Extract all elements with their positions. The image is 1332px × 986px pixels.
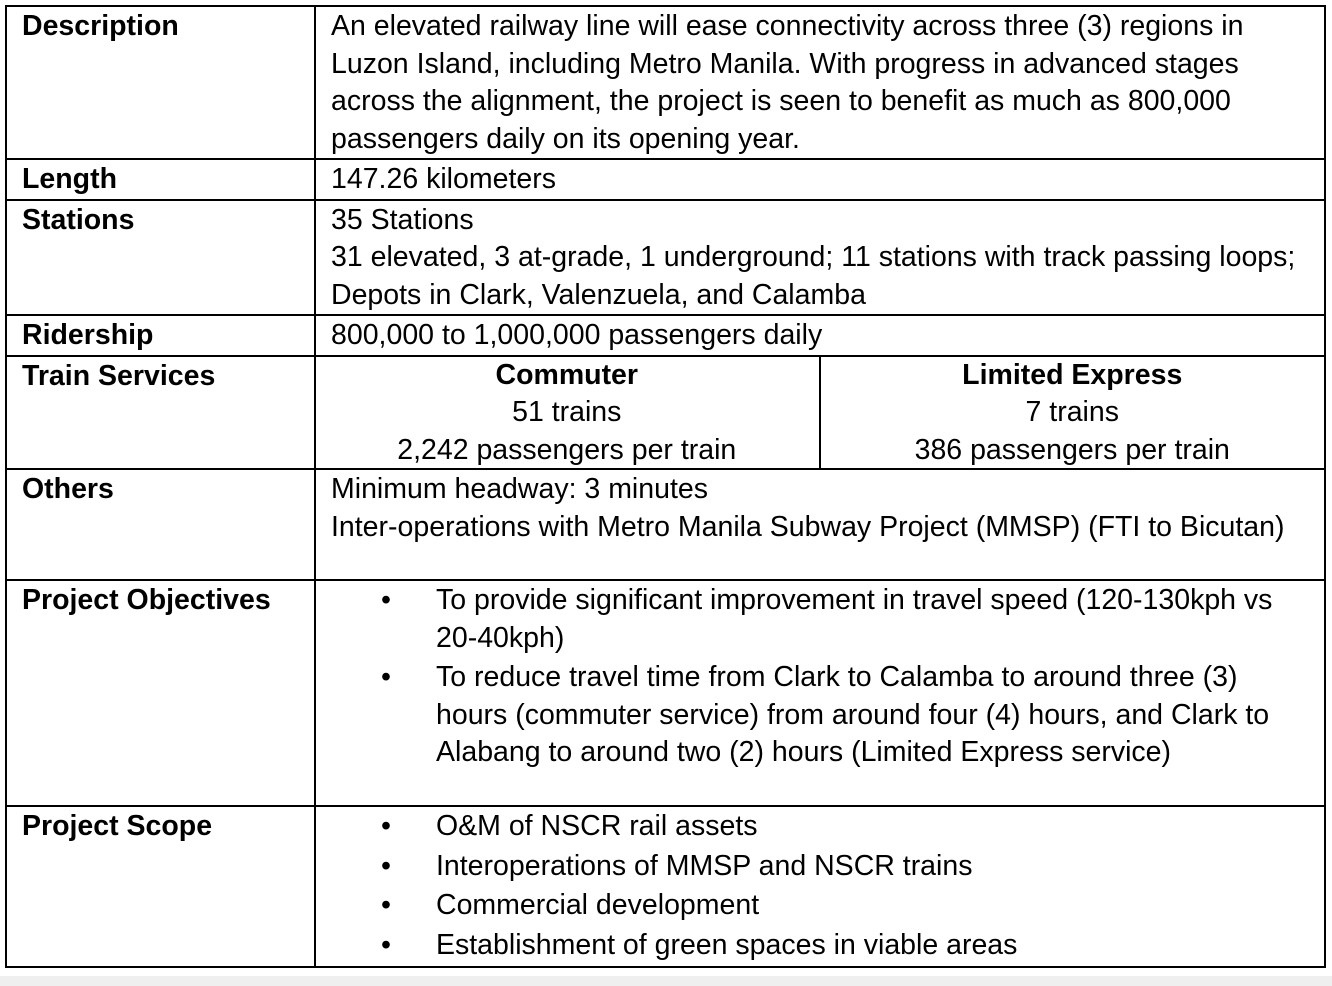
bullet-icon: • (381, 849, 391, 882)
scope-text: O&M of NSCR rail assets (436, 810, 758, 842)
list-item (331, 582, 1314, 657)
scope-list (331, 808, 1314, 964)
list-item (331, 887, 1314, 925)
bullet-icon: • (381, 661, 391, 693)
train-services-subtable (315, 357, 1324, 470)
row-label-project-objectives: Project Objectives (6, 580, 315, 806)
description-text: An elevated railway line will ease connectivity across three (3) regions in Luzon Island, including Metro Manila. With progress in advanced stages across the alignment, the project is seen to benefit as much as 800,000 passengers daily on its opening year. (315, 6, 1325, 159)
stations-cell (315, 200, 1325, 316)
row-label-description: Description (6, 6, 315, 159)
objective-text: To provide significant improvement in travel speed (120-130kph vs 20-40kph) (436, 584, 1273, 654)
service-trains: 7 trains (1025, 396, 1119, 428)
row-stations (6, 200, 1325, 316)
service-capacity: 2,242 passengers per train (397, 433, 737, 466)
row-others (6, 469, 1325, 580)
train-services-cell (315, 356, 1325, 470)
others-interoperations: Inter-operations with Metro Manila Subway Project (MMSP) (FTI to Bicutan) (331, 510, 1285, 543)
row-project-scope (6, 806, 1325, 967)
scope-text: Establishment of green spaces in viable areas (436, 928, 1018, 961)
length-value: 147.26 kilometers (315, 159, 1325, 200)
objective-text: To reduce travel time from Clark to Calamba to around three (3) hours (commuter service) from around four (4) hours, and Clark to Alabang to around two (2) hours (Limited Express service) (436, 661, 1270, 768)
bullet-icon: • (381, 810, 391, 842)
scope-text: Interoperations of MMSP and NSCR trains (436, 849, 973, 882)
row-label-project-scope: Project Scope (6, 806, 315, 967)
row-label-length: Length (6, 159, 315, 200)
others-cell (315, 469, 1325, 580)
bullet-icon: • (381, 928, 391, 961)
row-label-others: Others (6, 469, 315, 580)
row-description (6, 6, 1325, 159)
row-train-services (6, 356, 1325, 470)
row-project-objectives (6, 580, 1325, 806)
service-name: Commuter (495, 358, 638, 391)
list-item (331, 808, 1314, 846)
row-label-stations: Stations (6, 200, 315, 316)
objectives-list (331, 582, 1314, 772)
others-headway: Minimum headway: 3 minutes (331, 473, 708, 505)
service-name: Limited Express (962, 358, 1183, 391)
scope-text: Commercial development (436, 889, 760, 921)
page-bottom-edge (0, 976, 1332, 986)
service-commuter (315, 357, 820, 470)
service-limited-express (820, 357, 1325, 470)
row-length (6, 159, 1325, 200)
ridership-value: 800,000 to 1,000,000 passengers daily (315, 315, 1325, 356)
stations-count: 35 Stations (331, 203, 474, 236)
row-label-ridership: Ridership (6, 315, 315, 356)
row-ridership (6, 315, 1325, 356)
bullet-icon: • (381, 889, 391, 921)
scope-cell (315, 806, 1325, 967)
row-label-train-services: Train Services (6, 356, 315, 470)
list-item (331, 659, 1314, 772)
project-spec-table (5, 5, 1326, 968)
list-item (331, 927, 1314, 965)
list-item (331, 848, 1314, 886)
bullet-icon: • (381, 584, 391, 616)
service-capacity: 386 passengers per train (914, 433, 1230, 466)
service-trains: 51 trains (512, 396, 622, 428)
stations-detail: 31 elevated, 3 at-grade, 1 underground; 11 stations with track passing loops; Depots in Clark, Valenzuela, and Calamba (331, 241, 1296, 311)
objectives-cell (315, 580, 1325, 806)
